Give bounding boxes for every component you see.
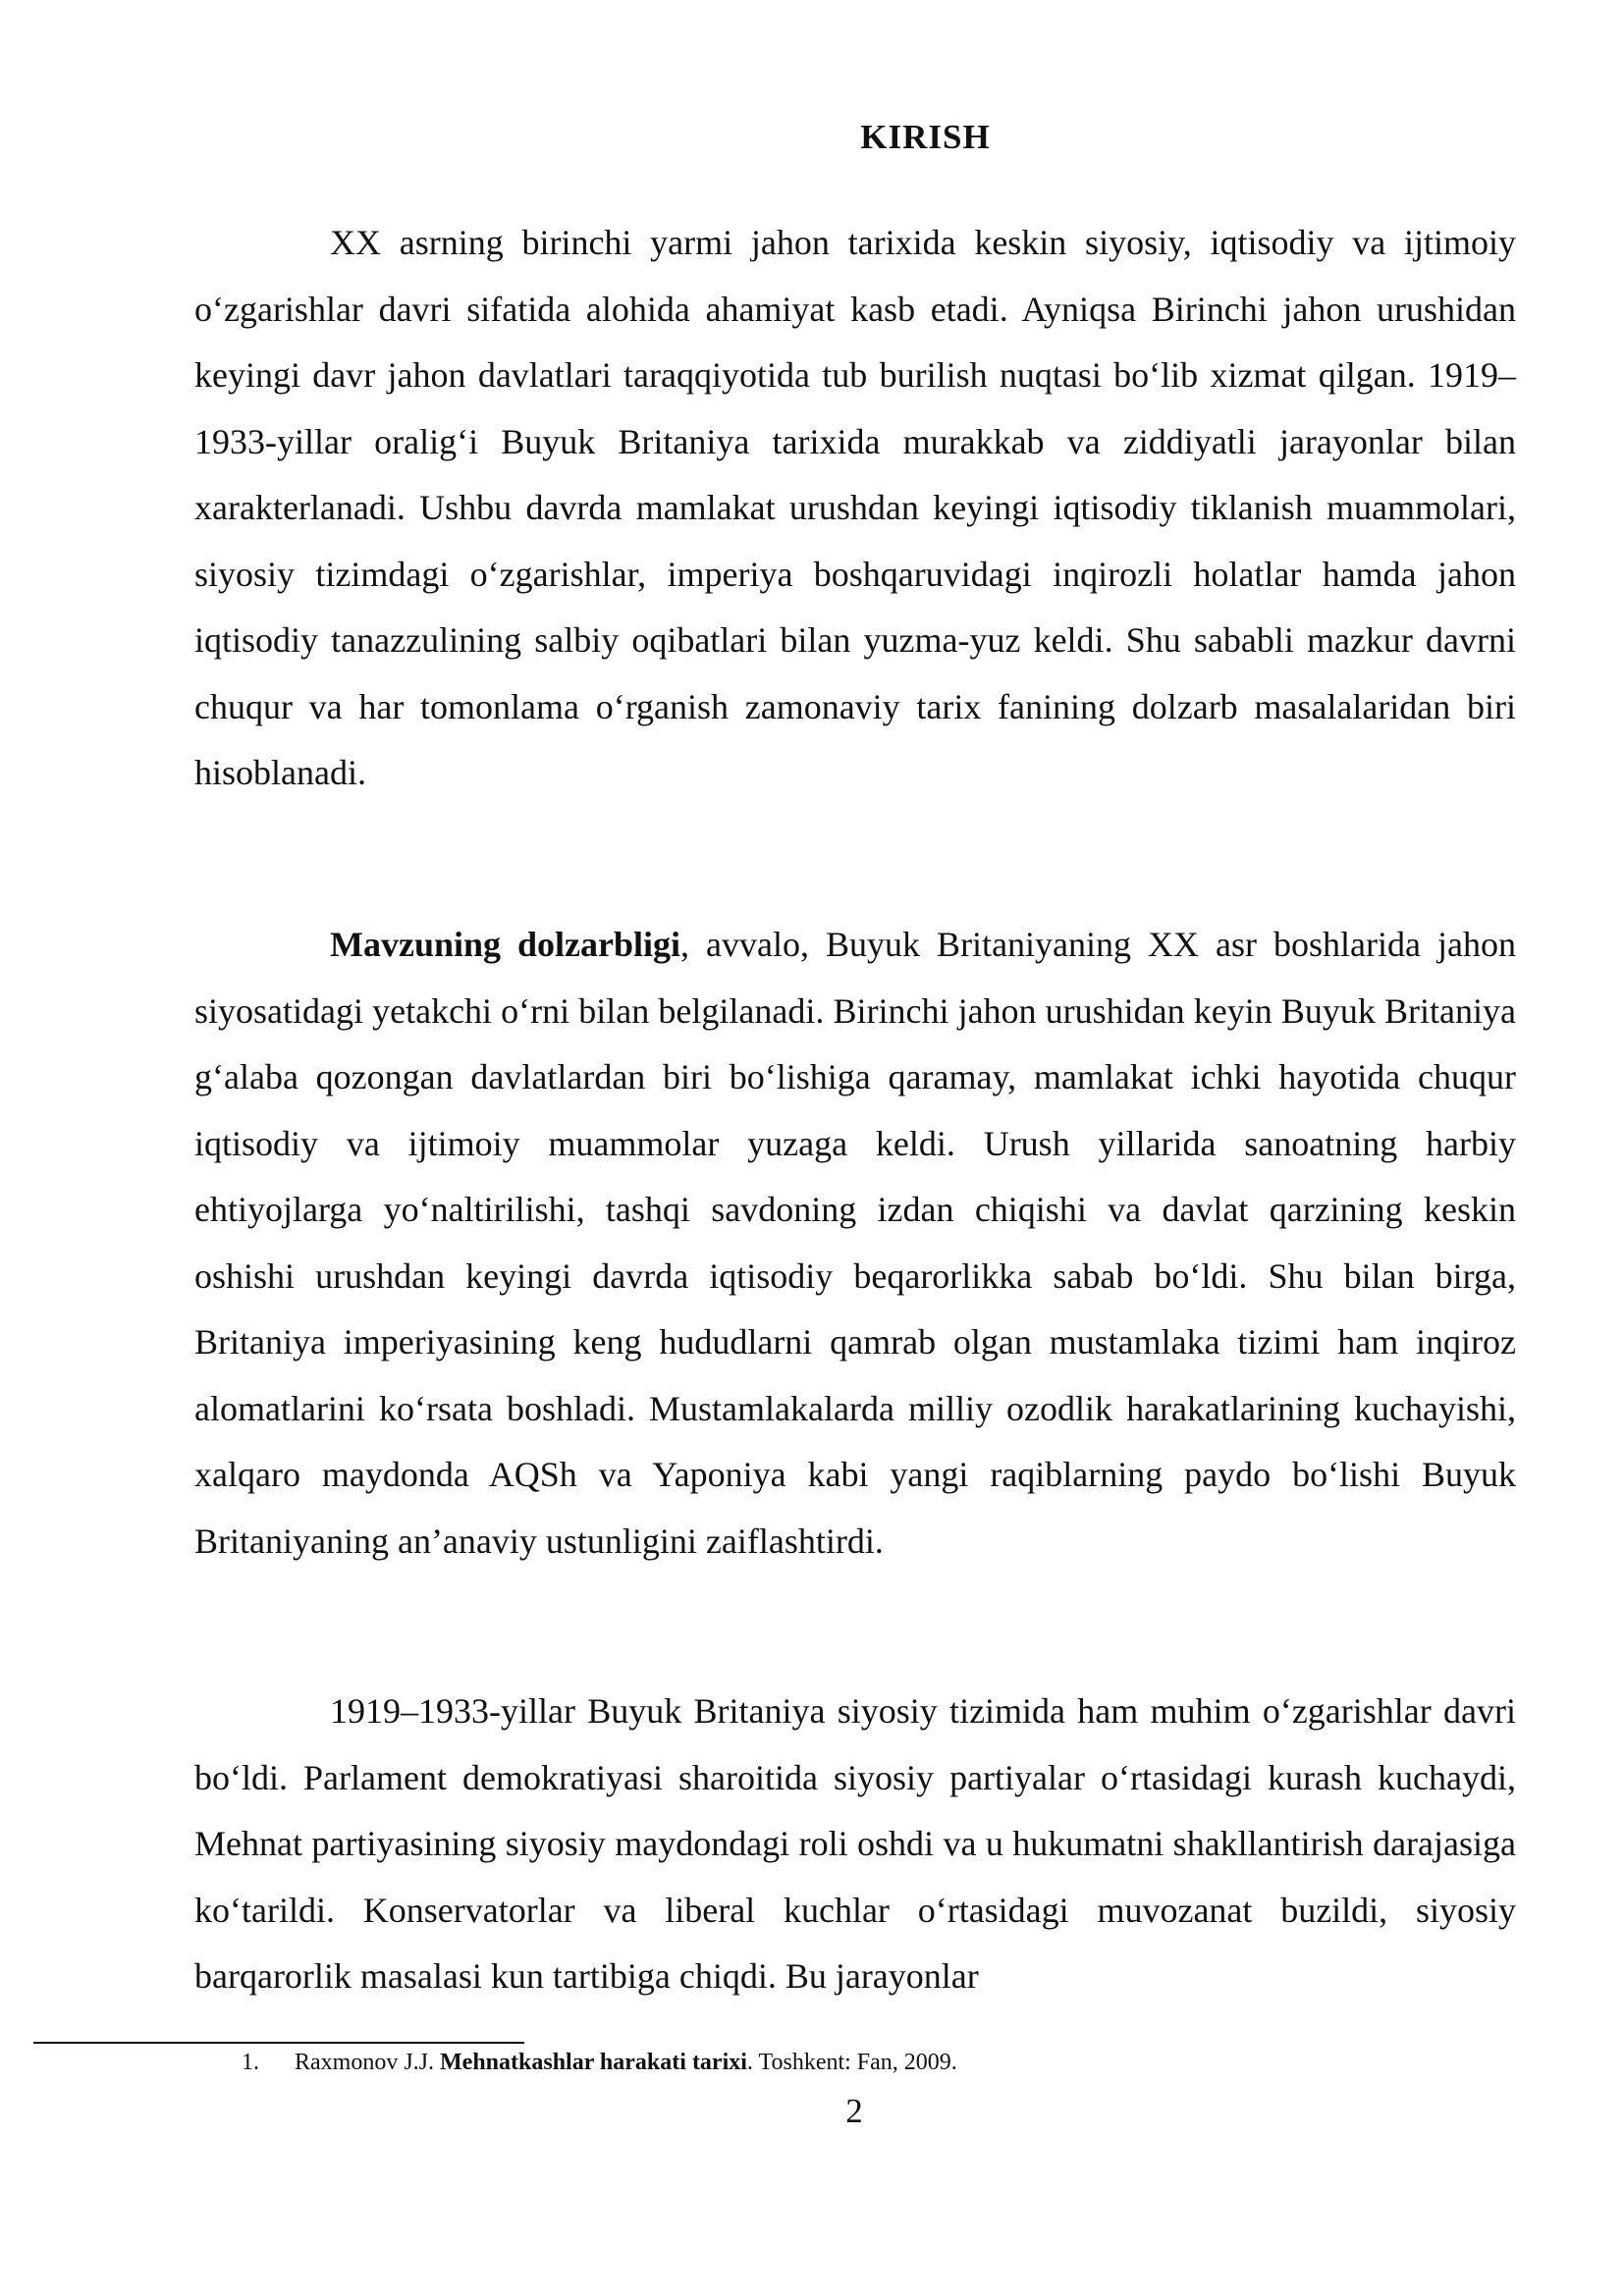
footnote-author: Raxmonov J.J. [295, 2050, 435, 2075]
section-title: KIRISH [860, 118, 991, 156]
footnote [242, 2048, 957, 2077]
footnote-separator [33, 2042, 524, 2044]
paragraph-intro [194, 210, 1516, 807]
footnote-publication: . Toshkent: Fan, 2009. [746, 2050, 957, 2075]
paragraph-politics-text: 1919–1933-yillar Buyuk Britaniya siyosiy tizimida ham muhim o‘zgarishlar davri bo‘ldi. Parlament demokratiyasi sharoitida siyosiy partiyalar o‘rtasidagi kurash kuchaydi, Mehnat partiyasining siyosiy maydondagi roli oshdi va u hukumatni shakllantirish darajasiga ko‘tarildi. Konservatorlar va liberal kuchlar o‘rtasidagi muvozanat buzildi, siyosiy barqarorlik masalasi kun tartibiga chiqdi. Bu jarayonlar [194, 1691, 1516, 1996]
footnote-number: 1. [242, 2050, 259, 2075]
page-number: 2 [845, 2092, 863, 2130]
paragraph-relevance [194, 912, 1516, 1575]
paragraph-intro-text: XX asrning birinchi yarmi jahon tarixida keskin siyosiy, iqtisodiy va ijtimoiy o‘zgarishlar davri sifatida alohida ahamiyat kasb etadi. Ayniqsa Birinchi jahon urushidan keyingi davr jahon davlatlari taraqqiyotida tub burilish nuqtasi bo‘lib xizmat qilgan. 1919–1933-yillar oralig‘i Buyuk Britaniya tarixida murakkab va ziddiyatli jarayonlar bilan xarakterlanadi. Ushbu davrda mamlakat urushdan keyingi iqtisodiy tiklanish muammolari, siyosiy tizimdagi o‘zgarishlar, imperiya boshqaruvidagi inqirozli holatlar hamda jahon iqtisodiy tanazzulining salbiy oqibatlari bilan yuzma-yuz keldi. Shu sababli mazkur davrni chuqur va har tomonlama o‘rganish zamonaviy tarix fanining dolzarb masalalaridan biri hisoblanadi. [194, 223, 1516, 792]
relevance-heading: Mavzuning dolzarbligi [330, 925, 681, 964]
paragraph-politics [194, 1679, 1516, 2010]
footnote-title: Mehnatkashlar harakati tarixi [440, 2050, 747, 2075]
paragraph-relevance-text: , avvalo, Buyuk Britaniyaning XX asr boshlarida jahon siyosatidagi yetakchi o‘rni bilan belgilanadi. Birinchi jahon urushidan keyin Buyuk Britaniya g‘alaba qozongan davlatlardan biri bo‘lishiga qaramay, mamlakat ichki hayotida chuqur iqtisodiy va ijtimoiy muammolar yuzaga keldi. Urush yillarida sanoatning harbiy ehtiyojlarga yo‘naltirilishi, tashqi savdoning izdan chiqishi va davlat qarzining keskin oshishi urushdan keyingi davrda iqtisodiy beqarorlikka sabab bo‘ldi. Shu bilan birga, Britaniya imperiyasining keng hududlarni qamrab olgan mustamlaka tizimi ham inqiroz alomatlarini ko‘rsata boshladi. Mustamlakalarda milliy ozodlik harakatlarining kuchayishi, xalqaro maydonda AQSh va Yaponiya kabi yangi raqiblarning paydo bo‘lishi Buyuk Britaniyaning an’anaviy ustunligini zaiflashtirdi. [194, 925, 1516, 1561]
